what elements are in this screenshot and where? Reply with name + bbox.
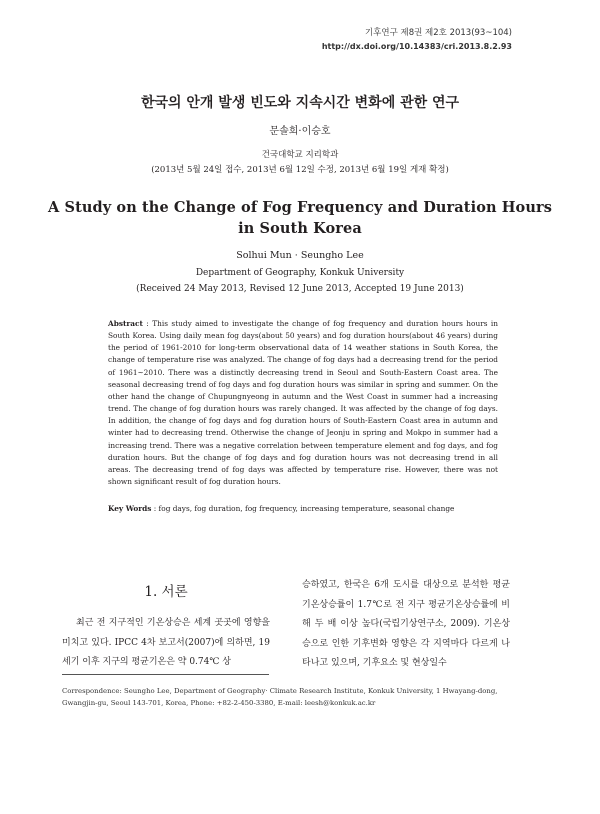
english-authors: Solhui Mun · Seungho Lee [236,250,364,261]
korean-authors: 문솔희·이승호 [269,126,331,137]
english-title [0,197,600,239]
body-paragraph-right: 승하였고, 한국은 6개 도시를 대상으로 분석한 평균기온상승률이 1.7℃로 전 지구 평균기온상승률에 비해 두 배 이상 높다(국립기상연구소, 2009). 기온상승으로 인한 기후변화 영향은 각 지역마다 다르게 나타나고 있으며, 기후요소 및 현상일수 [302,580,510,668]
journal-citation: 기후연구 제8권 제2호 2013(93~104) [364,28,512,38]
korean-title: 한국의 안개 발생 빈도와 지속시간 변화에 관한 연구 [140,95,460,111]
english-dates: (Received 24 May 2013, Revised 12 June 2013, Accepted 19 June 2013) [136,284,464,294]
abstract-text: : This study aimed to investigate the change of fog frequency and duration hours hours in South Korea. Using daily mean fog days(about 50 years) and fog duration hours(about 46 years) during the period of 1961-2010 for long-term observational data of 14 weather stations in South Korea, the change of temperature rise was analyzed. The change of fog days had a decreasing trend for the period of 1961~2010. There was a distinctly decreasing trend in Seoul and South-Eastern Coast area. The seasonal decreasing trend of fog days and fog duration hours was similar in spring and summer. On the other hand the change of Chupungnyeong in autumn and the West Coast in summer had a increasing trend. The change of fog duration hours was rarely changed. It was affected by the change of fog days. In addition, the change of fog days and fog duration hours of South-Eastern Coast area in autumn and winter had to decreasing trend. Otherwise the change of Jeonju in spring and Mokpo in summer had a increasing trend. There was a negative correlation between temperature element and fog days, and fog duration hours. But the change of fog days and fog duration hours was not decreasing trend in all areas. The decreasing trend of fog days was affected by temperature rise. However, there was not shown significant result of fog duration hours. [108,319,498,487]
keywords-text: : fog days, fog duration, fog frequency, increasing temperature, seasonal change [151,504,455,513]
english-affiliation: Department of Geography, Konkuk University [195,268,405,278]
running-header [322,26,512,53]
english-title-line-1: A Study on the Change of Fog Frequency and Duration Hours [48,199,552,216]
abstract-label: Abstract [108,319,143,328]
body-column-right [302,576,510,674]
body-column-left [62,576,270,673]
english-title-line-2: in South Korea [238,220,362,237]
keywords [108,503,498,515]
keywords-label: Key Words [108,504,152,513]
section-heading: 1. 서론 [144,584,188,600]
body-paragraph-left: 최근 전 지구적인 기온상승은 세계 곳곳에 영향을 미치고 있다. IPCC 4차 보고서(2007)에 의하면, 19세기 이후 지구의 평균기온은 약 0.74℃ 상 [62,618,270,667]
footnote-rule [62,674,269,675]
korean-dates: (2013년 5월 24일 접수, 2013년 6월 12일 수정, 2013년 6월 19일 게재 확정) [151,165,449,175]
correspondence-footnote: Correspondence: Seungho Lee, Department of Geography· Climate Research Institute, Konkuk University, 1 Hwayang-dong, Gwangjin-gu, Seoul 143-701, Korea, Phone: +82-2-450-3380, E-mail: leesh@konkuk.ac.kr [62,687,498,707]
doi-link[interactable]: http://dx.doi.org/10.14383/cri.2013.8.2.93 [321,42,512,51]
korean-affiliation: 건국대학교 지리학과 [261,150,339,160]
abstract [108,318,498,488]
